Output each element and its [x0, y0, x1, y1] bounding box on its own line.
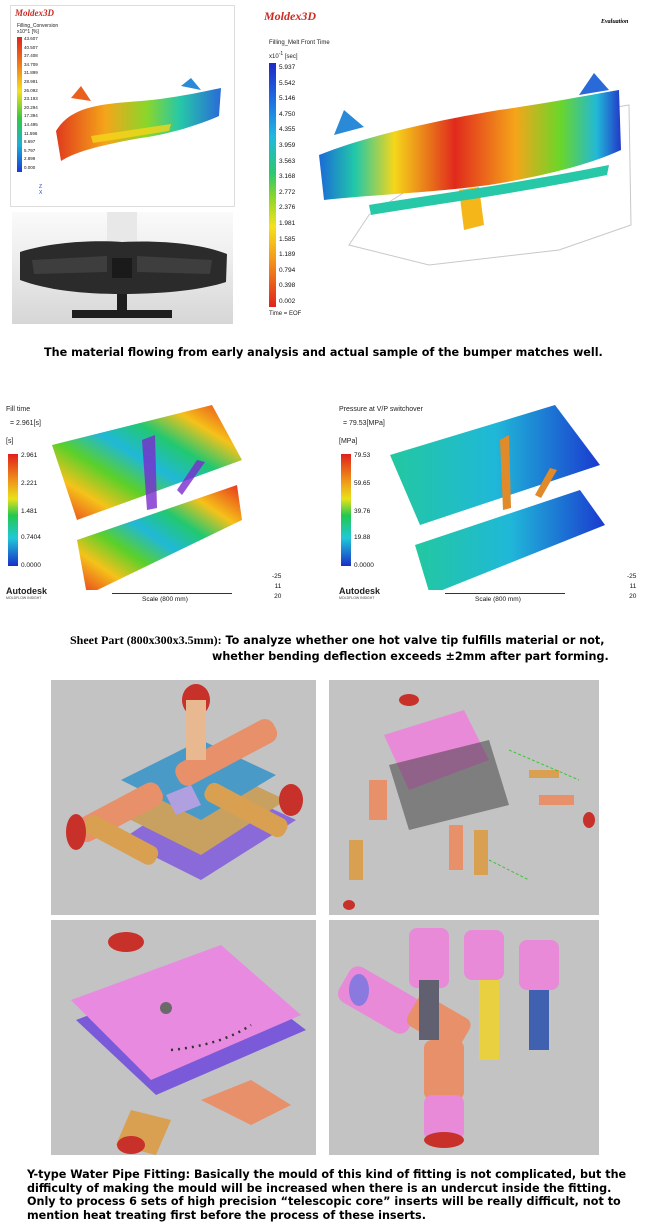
bumper-sample-photo: [12, 212, 233, 324]
tick: 0.002: [279, 297, 296, 305]
time-label: Time = EOF: [269, 311, 302, 317]
tick: 26.092: [24, 87, 38, 93]
tick: 20.294: [24, 104, 38, 110]
pipe-caption-line: Y-type Water Pipe Fitting: Basically the mould of this kind of fitting is not complicated, but the: [27, 1168, 627, 1181]
legend-bar: [269, 63, 276, 307]
pipe-caption-line: difficulty of making the mould will be increased when there is an undercut inside the fitting.: [27, 1181, 612, 1195]
tick: 79.53: [354, 452, 371, 459]
unit-label: [s]: [6, 438, 14, 445]
tick: 28.991: [24, 78, 38, 84]
bumper-conversion-panel: [10, 5, 235, 207]
telescopic-core-view: [329, 920, 599, 1155]
autodesk-logo: Autodesk MOLDFLOW INSIGHT: [339, 586, 381, 600]
tick: 0.0000: [354, 562, 374, 569]
sheet-fill-model: [47, 400, 247, 590]
mold-exploded-view: [329, 680, 599, 915]
tick: 11.596: [24, 130, 38, 136]
tick: 40.507: [24, 44, 38, 50]
tick: 0.398: [279, 282, 296, 290]
tick: 5.937: [279, 64, 296, 71]
legend-bar: [8, 454, 18, 566]
tick: 39.76: [354, 508, 371, 515]
tick: 37.408: [24, 53, 38, 59]
moldex-logo: Moldex3D: [264, 9, 316, 23]
scale-bar: [445, 593, 565, 594]
result-value: = 2.961[s]: [10, 420, 41, 427]
legend-bar: [341, 454, 351, 566]
tick: 1.189: [279, 251, 296, 259]
mold-assembly-image: [51, 680, 316, 915]
tick: 34.709: [24, 61, 38, 67]
result-title: Pressure at V/P switchover: [339, 406, 423, 413]
tick: 31.899: [24, 70, 38, 76]
pressure-panel: [335, 400, 643, 610]
mold-assembly-view: [51, 680, 316, 915]
scale-bar: [112, 593, 232, 594]
telescopic-core-image: [329, 920, 599, 1155]
autodesk-logo: Autodesk MOLDFLOW INSIGHT: [6, 586, 48, 600]
evaluation-badge: Evaluation: [601, 19, 629, 25]
bumper-melt-front-model: [309, 65, 634, 295]
tick: 1.585: [279, 235, 296, 243]
scale-label: Scale (800 mm): [142, 596, 188, 603]
tick: 4.750: [279, 110, 296, 118]
result-title: Fill time: [6, 406, 31, 413]
result-value: = 79.53[MPa]: [343, 420, 385, 427]
bumper-melt-front-panel: [261, 5, 637, 325]
tick: 0.000: [24, 164, 36, 170]
pipe-caption-line: Only to process 6 sets of high precision “telescopic core” inserts will be really difficult, not to: [27, 1195, 621, 1208]
result-title: Filling_Conversion: [17, 23, 59, 29]
bumper-photo-image: [12, 212, 233, 324]
mold-exploded-image: [329, 680, 599, 915]
tick: 3.959: [279, 141, 296, 149]
sheet-caption-line2: whether bending deflection exceeds ±2mm after part forming.: [212, 650, 609, 663]
tick: 2.772: [279, 188, 296, 196]
unit-label: $x10^{-1}$ [sec]: [269, 51, 298, 60]
legend-ticks: [24, 35, 54, 173]
bumper-model-image: [51, 76, 226, 176]
fill-time-panel: [2, 400, 292, 610]
tick: 2.961: [21, 452, 38, 459]
tick: 43.607: [24, 36, 38, 41]
tick: 1.481: [21, 508, 38, 515]
tick: 4.355: [279, 126, 296, 134]
tick: 5.146: [279, 95, 296, 103]
axis-indicator: Z X: [39, 184, 43, 196]
tick: 5.542: [279, 79, 296, 87]
tick: 2.899: [24, 156, 36, 162]
result-title: Filling_Melt Front Time: [269, 40, 330, 46]
tick: 1.981: [279, 219, 296, 227]
unit-label: [MPa]: [339, 438, 358, 445]
tick: 17.394: [24, 113, 38, 119]
tick: 0.0000: [21, 562, 41, 569]
tick: 3.563: [279, 157, 296, 165]
tick: 8.697: [24, 139, 36, 145]
tick: 59.65: [354, 480, 371, 487]
tick: 23.193: [24, 96, 38, 102]
legend-bar: [17, 37, 22, 172]
bumper-caption: The material flowing from early analysis and actual sample of the bumper matches well.: [44, 346, 603, 359]
sheet-caption-line1: Sheet Part (800x300x3.5mm): To analyze whether one hot valve tip fulfills material or not,: [70, 633, 605, 647]
tick: 19.88: [354, 534, 371, 541]
pipe-caption-line: mention heat treating first before the process of these inserts.: [27, 1208, 426, 1222]
axis-indicator: -25 11 20: [272, 573, 282, 600]
scale-label: Scale (800 mm): [475, 596, 521, 603]
moldex-logo: Moldex3D: [15, 8, 54, 18]
tick: 0.794: [279, 266, 296, 274]
sheet-pressure-model: [385, 400, 615, 590]
tick: 2.376: [279, 204, 296, 212]
unit-label: x10^1 [%]: [17, 29, 39, 35]
pipe-caption: [27, 1168, 637, 1222]
tick: 2.221: [21, 480, 38, 487]
tick: 14.495: [24, 121, 38, 127]
axis-indicator: -25 11 20: [627, 573, 637, 600]
tick: 3.168: [279, 173, 296, 181]
mold-top-image: [51, 920, 316, 1155]
tick: 5.797: [24, 147, 36, 153]
tick: 0.7404: [21, 534, 41, 541]
mold-top-view: [51, 920, 316, 1155]
sheet-caption: [70, 632, 640, 665]
